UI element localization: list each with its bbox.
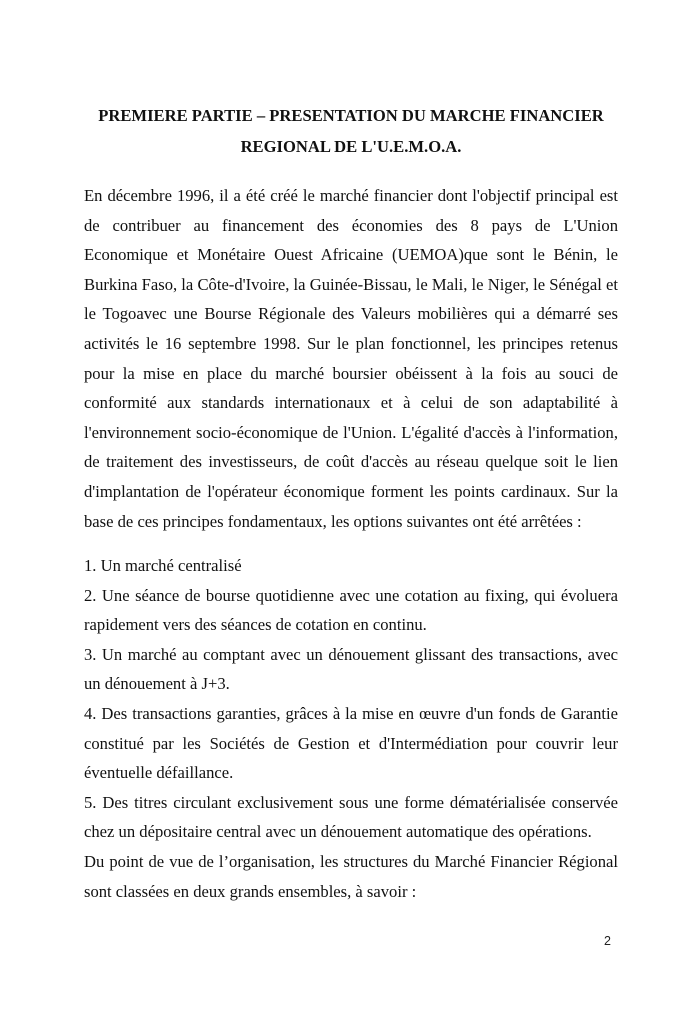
page-number: 2 [604, 934, 611, 948]
section-title [84, 100, 618, 162]
closing-paragraph: Du point de vue de l’organisation, les structures du Marché Financier Régional sont classées en deux grands ensembles, à savoir : [84, 851, 618, 901]
option-item-1: 1. Un marché centralisé [84, 556, 242, 575]
option-item-4: 4. Des transactions garanties, grâces à la mise en œuvre d'un fonds de Garantie constitué par les Sociétés de Gestion et d'Intermédiation pour couvrir leur éventuelle défaillance. [84, 703, 618, 783]
option-item-2: 2. Une séance de bourse quotidienne avec une cotation au fixing, qui évoluera rapidement vers des séances de cotation en continu. [84, 585, 618, 635]
options-list [84, 551, 618, 906]
option-item-3: 3. Un marché au comptant avec un dénouement glissant des transactions, avec un dénouement à J+3. [84, 644, 618, 694]
section-title-line-2: REGIONAL DE L'U.E.M.O.A. [240, 137, 462, 156]
intro-paragraph: En décembre 1996, il a été créé le marché financier dont l'objectif principal est de contribuer au financement des économies des 8 pays de L'Union Economique et Monétaire Ouest Africaine (UEMOA)que sont le Bénin, le Burkina Faso, la Côte-d'Ivoire, la Guinée-Bissau, le Mali, le Niger, le Sénégal et le Togoavec une Bourse Régionale des Valeurs mobilières qui a démarré ses activités le 16 septembre 1998. Sur le plan fonctionnel, les principes retenus pour la mise en place du marché boursier obéissent à la fois au souci de conformité aux standards internationaux et à celui de son adaptabilité à l'environnement socio-économique de l'Union. L'égalité d'accès à l'information, de traitement des investisseurs, de coût d'accès au réseau quelque soit le lien d'implantation de l'opérateur économique forment les points cardinaux. Sur la base de ces principes fondamentaux, les options suivantes ont été arrêtées : [84, 186, 618, 531]
option-item-5: 5. Des titres circulant exclusivement sous une forme dématérialisée conservée chez un dépositaire central avec un dénouement automatique des opérations. [84, 792, 618, 842]
section-title-line-1: PREMIERE PARTIE – PRESENTATION DU MARCHE FINANCIER [98, 106, 604, 125]
